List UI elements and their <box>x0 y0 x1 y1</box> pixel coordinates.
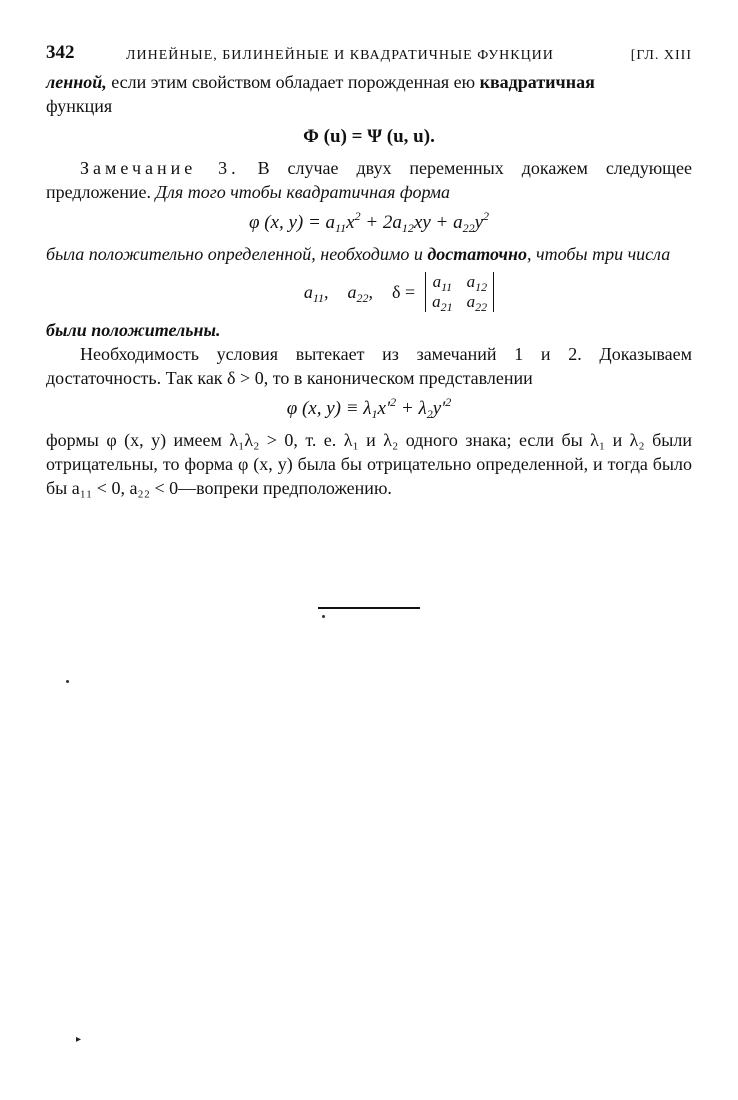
section-end-rule <box>318 607 420 609</box>
corner-mark: ▸ <box>76 1034 82 1045</box>
running-head: ЛИНЕЙНЫЕ, БИЛИНЕЙНЫЕ И КВАДРАТИЧНЫЕ ФУНКЦИИ <box>126 48 554 63</box>
speck <box>66 680 69 683</box>
proof-paragraph <box>46 342 692 390</box>
page-header <box>46 40 692 70</box>
italic-word: ленной, <box>46 72 107 92</box>
positive-italic: были положительны. <box>46 320 221 340</box>
conclusion-text: формы φ (x, y) имеем λ₁λ₂ > 0, т. е. λ₁ и λ₂ одного знака; если бы λ₁ и λ₂ были отрицательны, то форма φ (x, y) была бы отрицательно определенной, и тогда было бы a₁₁ < 0, a₂₂ < 0—вопреки предположению. <box>46 430 692 498</box>
formula-phi-psi: Φ (u) = Ψ (u, u). <box>303 126 435 147</box>
remark-label: Замечание 3. <box>80 158 240 178</box>
statement-bold: достаточно <box>427 244 527 264</box>
formula-canonical: φ (x, $y) \equiv \lambda_1x'^2 + \lambda_2y'^2$ <box>286 395 452 421</box>
remark-italic: Для того чтобы квадратичная форма <box>155 182 451 202</box>
page-number: 342 <box>46 42 75 63</box>
text-span: если этим свойством обладает порожденная ею <box>106 72 480 92</box>
text-span: функция <box>46 96 113 116</box>
positive-line <box>46 318 692 342</box>
conclusion-paragraph <box>46 428 692 500</box>
chapter-label: [ГЛ. XIII <box>630 48 692 63</box>
determinant-matrix: $a_{11}$ $a_{12}$ $a_{21}$ $a_{22}$ <box>425 272 494 312</box>
statement-italic-2: , чтобы три числа <box>527 244 671 264</box>
remark-paragraph <box>46 156 692 204</box>
statement-italic: была положительно определенной, необходимо и <box>46 244 428 264</box>
statement-paragraph <box>46 242 692 266</box>
formula-quadratic-form: φ (x, $y) = a_{11}x^2 + 2a_{12}xy + a_{22}y^2$ <box>248 209 490 235</box>
speck <box>322 615 325 618</box>
bold-word: квадратичная <box>479 72 595 92</box>
page <box>46 40 692 500</box>
formula-determinant: $a_{11}$, $a_{22}$, δ = $a_{11}$ $a_{12}$ $a_{21}$ $a_{22}$ <box>106 272 692 312</box>
remark-text: В случае двух переменных докажем следующее предложение. <box>46 158 692 202</box>
paragraph-continuation <box>46 70 692 118</box>
proof-text: Необходимость условия вытекает из замечаний 1 и 2. Доказываем достаточность. Так как δ > 0, то в каноническом представлении <box>46 344 692 388</box>
